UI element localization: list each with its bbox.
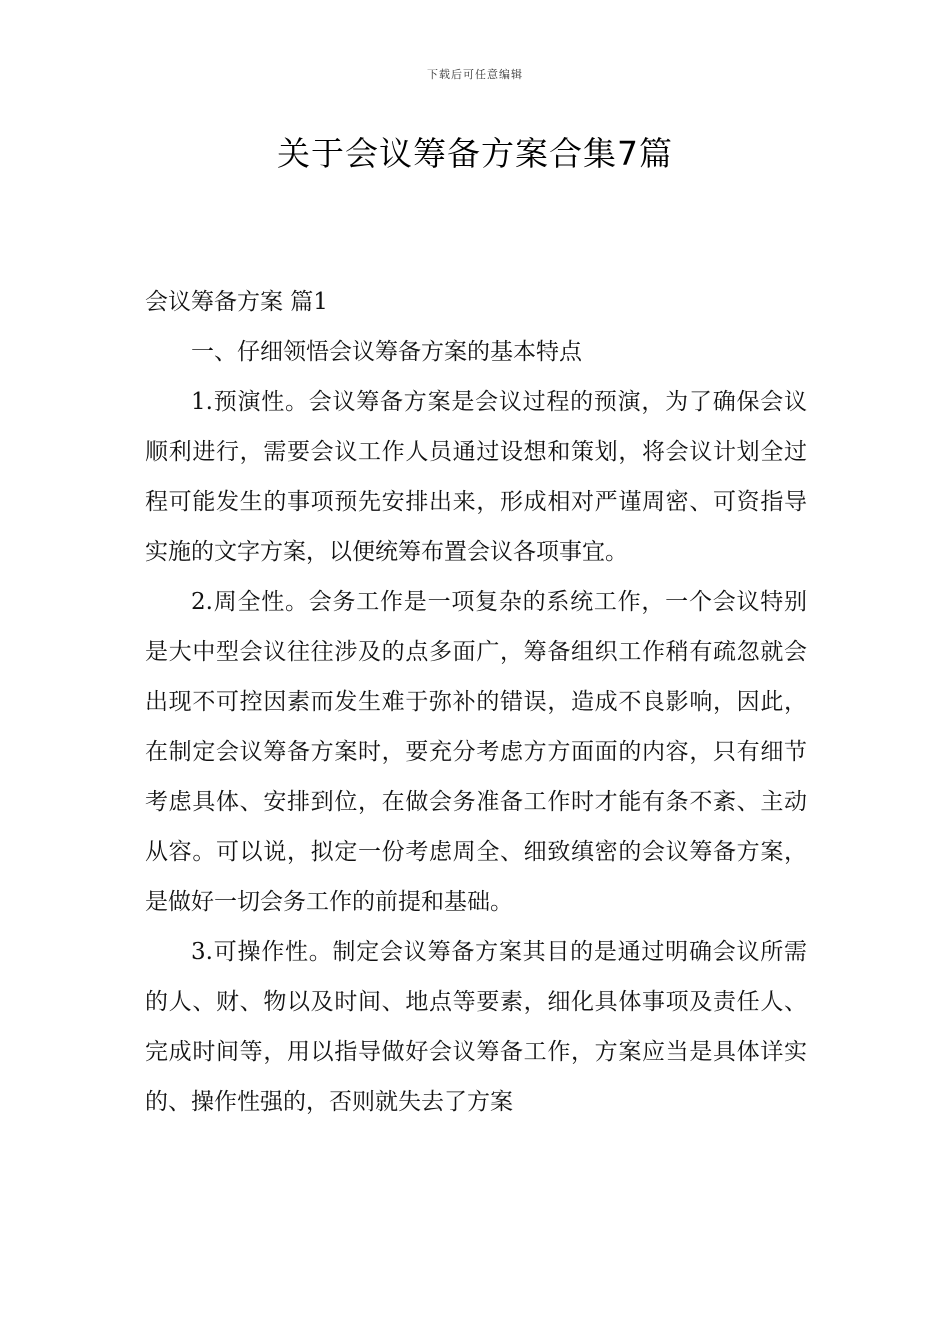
section-heading: 会议筹备方案 篇1 <box>145 289 328 315</box>
page-header-note: 下载后可任意编辑 <box>427 68 523 81</box>
document-body <box>145 277 807 1127</box>
document-title: 关于会议筹备方案合集7篇 <box>277 134 673 173</box>
body-paragraph-2: 2.周全性。会务工作是一项复杂的系统工作，一个会议特别是大中型会议往往涉及的点多面广，筹备组织工作稍有疏忽就会出现不可控因素而发生难于弥补的错误，造成不良影响，因此，在制定会议筹备方案时，要充分考虑方方面面的内容，只有细节考虑具体、安排到位，在做会务准备工作时才能有条不紊、主动从容。可以说，拟定一份考虑周全、细致缜密的会议筹备方案，是做好一切会务工作的前提和基础。 <box>145 589 807 915</box>
subheading-paragraph: 一、仔细领悟会议筹备方案的基本特点 <box>191 339 582 365</box>
body-paragraph-3: 3.可操作性。制定会议筹备方案其目的是通过明确会议所需的人、财、物以及时间、地点等要素，细化具体事项及责任人、完成时间等，用以指导做好会议筹备工作，方案应当是具体详实的、操作性强的，否则就失去了方案 <box>145 939 807 1115</box>
body-paragraph-1: 1.预演性。会议筹备方案是会议过程的预演，为了确保会议顺利进行，需要会议工作人员通过设想和策划，将会议计划全过程可能发生的事项预先安排出来，形成相对严谨周密、可资指导实施的文字方案，以便统筹布置会议各项事宜。 <box>145 389 807 565</box>
